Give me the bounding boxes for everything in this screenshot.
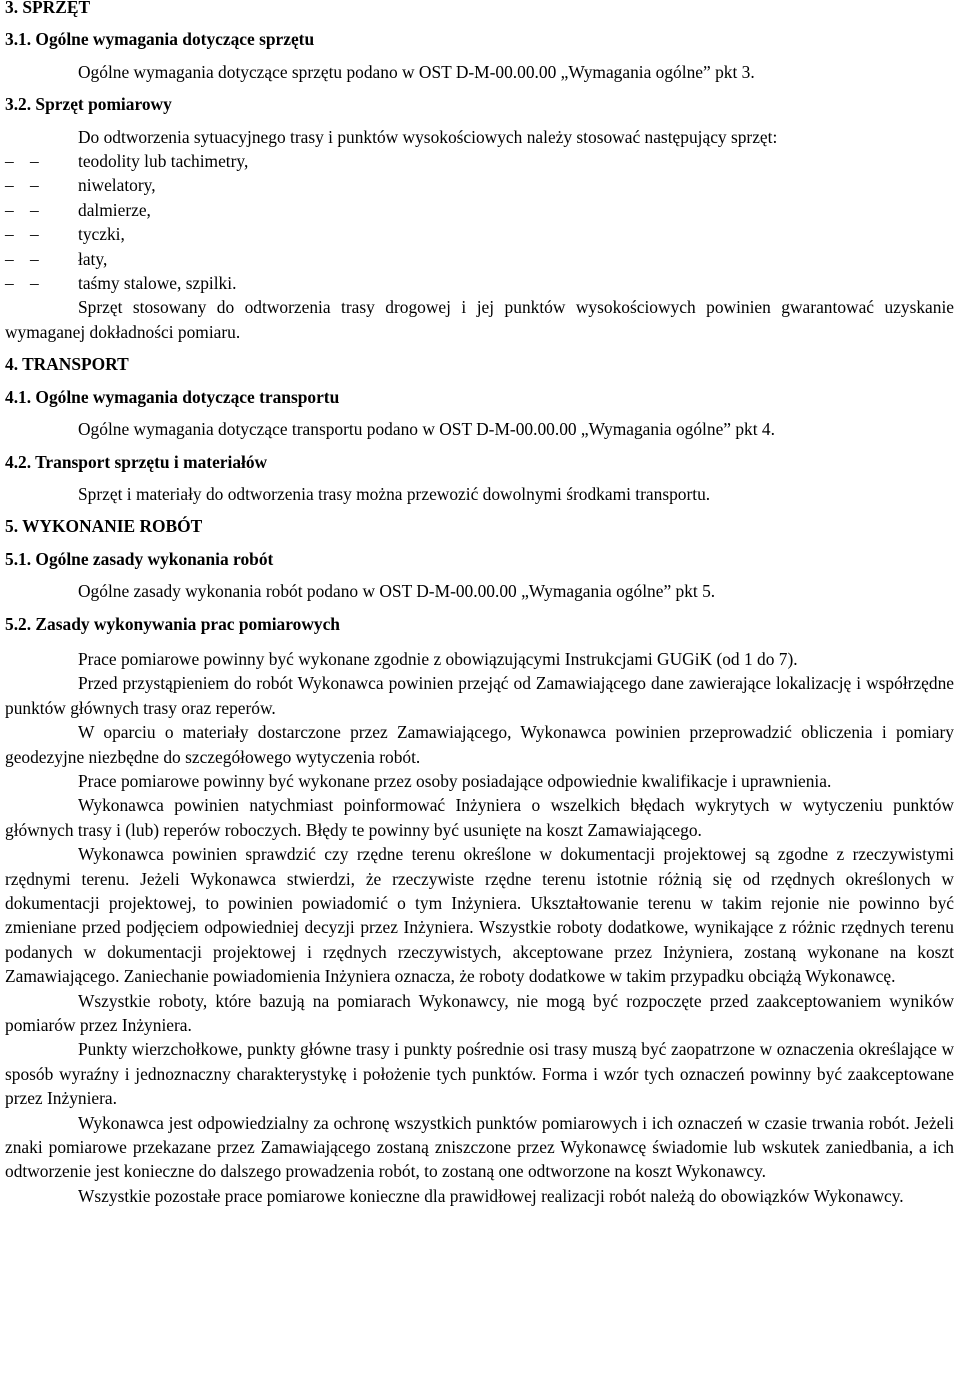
dash-marker: – – <box>5 199 45 220</box>
paragraph: Wykonawca powinien natychmiast poinformować Inżyniera o wszelkich błędach wykrytych w wytyczeniu punktów głównych trasy i (lub) reperów roboczych. Błędy te powinny być usunięte na koszt Zamawiającego. <box>5 795 954 840</box>
section-3-2-heading: 3.2. Sprzęt pomiarowy <box>5 94 172 115</box>
list-item-text: teodolity lub tachimetry, <box>78 151 249 172</box>
paragraph: Punkty wierzchołkowe, punkty główne trasy i punkty pośrednie osi trasy muszą być zaopatrzone w oznaczenia określające w sposób wyraźny i jednoznaczny charakterystykę i położenie tych punktów. Forma i wzór tych oznaczeń powinny być zaakceptowane przez Inżyniera. <box>5 1039 954 1109</box>
section-4-2-text: Sprzęt i materiały do odtworzenia trasy można przewozić dowolnymi środkami transportu. <box>78 483 711 504</box>
list-item-text: tyczki, <box>78 224 125 245</box>
paragraph: Prace pomiarowe powinny być wykonane zgodnie z obowiązującymi Instrukcjami GUGiK (od 1 do 7). <box>78 648 798 669</box>
list-item-text: niwelatory, <box>78 175 156 196</box>
list-item-text: łaty, <box>78 248 108 269</box>
section-5-2-body <box>5 647 954 1208</box>
dash-marker: – – <box>5 151 45 172</box>
dash-marker: – – <box>5 175 45 196</box>
list-item-text: taśmy stalowe, szpilki. <box>78 273 237 294</box>
list-item <box>5 149 954 173</box>
section-5-1-text: Ogólne zasady wykonania robót podano w OST D-M-00.00.00 „Wymagania ogólne” pkt 5. <box>78 581 716 602</box>
section-3-1-text: Ogólne wymagania dotyczące sprzętu podano w OST D-M-00.00.00 „Wymagania ogólne” pkt 3. <box>78 61 755 82</box>
section-5-heading: 5. WYKONANIE ROBÓT <box>5 516 203 537</box>
section-3-heading: 3. SPRZĘT <box>5 0 91 17</box>
section-4-heading: 4. TRANSPORT <box>5 354 129 375</box>
paragraph: Wszystkie roboty, które bazują na pomiarach Wykonawcy, nie mogą być rozpoczęte przed zaakceptowaniem wyników pomiarów przez Inżyniera. <box>5 990 954 1036</box>
equipment-list <box>5 149 954 295</box>
section-5-1-heading: 5.1. Ogólne zasady wykonania robót <box>5 548 274 569</box>
section-3-1-heading: 3.1. Ogólne wymagania dotyczące sprzętu <box>5 29 315 50</box>
section-4-1-heading: 4.1. Ogólne wymagania dotyczące transportu <box>5 386 340 407</box>
paragraph: Wykonawca powinien sprawdzić czy rzędne terenu określone w dokumentacji projektowej są zgodne z rzeczywistymi rzędnymi terenu. Jeżeli Wykonawca stwierdzi, że rzeczywiste rzędne terenu istotnie różnią się od rzędnych określonych w dokumentacji projektowej, to powinien powiadomić o tym Inżyniera. Ukształtowanie terenu w takim rejonie nie powinno być zmieniane przed podjęciem odpowiedniej decyzji przez Inżyniera. Wszystkie roboty dodatkowe, wynikające z różnic rzędnych terenu podanych w dokumentacji projektowej i rzędnych rzeczywistych, akceptowane przez Inżyniera, zostaną wykonane na koszt Zamawiającego. Zaniechanie powiadomienia Inżyniera oznacza, że roboty dodatkowe w takim przypadku obciążą Wykonawcę. <box>5 844 954 987</box>
paragraph: Przed przystąpieniem do robót Wykonawca powinien przejąć od Zamawiającego dane zawierające lokalizację i współrzędne punktów głównych trasy oraz reperów. <box>5 673 954 718</box>
list-item <box>5 173 954 197</box>
section-3-2-intro: Do odtworzenia sytuacyjnego trasy i punktów wysokościowych należy stosować następujący sprzęt: <box>78 126 778 147</box>
list-item <box>5 222 954 246</box>
dash-marker: – – <box>5 273 45 294</box>
section-3-2-closing: Sprzęt stosowany do odtworzenia trasy drogowej i jej punktów wysokościowych powinien gwarantować uzyskanie wymaganej dokładności pomiaru. <box>5 297 954 342</box>
paragraph: Prace pomiarowe powinny być wykonane przez osoby posiadające odpowiednie kwalifikacje i uprawnienia. <box>78 770 832 791</box>
section-4-1-text: Ogólne wymagania dotyczące transportu podano w OST D-M-00.00.00 „Wymagania ogólne” pkt 4. <box>78 419 775 440</box>
paragraph: Wszystkie pozostałe prace pomiarowe konieczne dla prawidłowej realizacji robót należą do obowiązków Wykonawcy. <box>78 1185 904 1206</box>
list-item <box>5 271 954 295</box>
list-item-text: dalmierze, <box>78 199 151 220</box>
dash-marker: – – <box>5 224 45 245</box>
paragraph: W oparciu o materiały dostarczone przez Zamawiającego, Wykonawca powinien przeprowadzić obliczenia i pomiary geodezyjne niezbędne do szczegółowego wytyczenia robót. <box>5 722 954 767</box>
dash-marker: – – <box>5 248 45 269</box>
section-5-2-heading: 5.2. Zasady wykonywania prac pomiarowych <box>5 613 340 634</box>
list-item <box>5 198 954 222</box>
section-4-2-heading: 4.2. Transport sprzętu i materiałów <box>5 451 268 472</box>
list-item <box>5 247 954 271</box>
paragraph: Wykonawca jest odpowiedzialny za ochronę wszystkich punktów pomiarowych i ich oznaczeń w czasie trwania robót. Jeżeli znaki pomiarowe przekazane przez Zamawiającego zostaną zniszczone przez Wykonawcę świadomie lub wskutek zaniedbania, a ich odtworzenie jest konieczne do dalszego prowadzenia robót, to zostaną one odtworzone na koszt Wykonawcy. <box>5 1112 954 1182</box>
